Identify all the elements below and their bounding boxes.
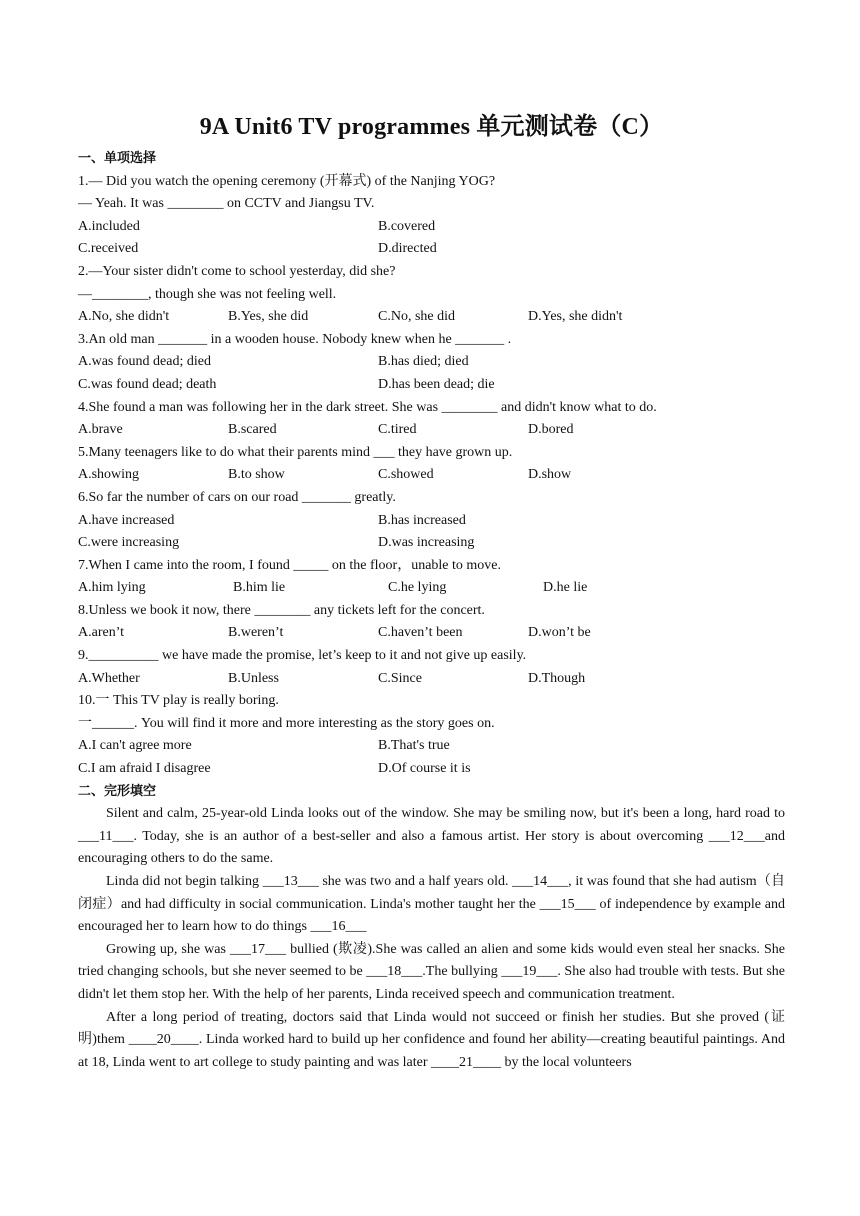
question-1-options-cd: [78, 238, 785, 261]
question-6-options-cd: [78, 532, 785, 555]
option-b: B.has died; died: [378, 354, 469, 370]
question-10-options-ab: [78, 735, 785, 758]
question-2-stem-reply: —________, though she was not feeling well.: [78, 286, 337, 302]
option-c: C.he lying: [388, 580, 447, 596]
option-c: C.was found dead; death: [78, 376, 217, 392]
question-2-stem: 2.—Your sister didn't come to school yesterday, did she?: [78, 263, 396, 279]
passage-paragraph-2: Linda did not begin talking ___13___ she was two and a half years old. ___14___, it was found that she had autism（自闭症）and had difficulty in social communication. Linda's mother taught her the ___15___ of independence by example and encouraged her to learn how to do things ___16___: [78, 874, 785, 935]
option-c: C.I am afraid I disagree: [78, 761, 211, 777]
document-page: [78, 112, 785, 1074]
question-4-options: [78, 419, 785, 442]
page-title: 9A Unit6 TV programmes 单元测试卷（C）: [199, 114, 664, 140]
option-a: A.I can't agree more: [78, 738, 192, 754]
question-8-stem: 8.Unless we book it now, there ________ any tickets left for the concert.: [78, 602, 485, 618]
option-a: A.showing: [78, 467, 140, 483]
question-1-stem-reply: — Yeah. It was ________ on CCTV and Jiangsu TV.: [78, 196, 375, 212]
question-10-options-cd: [78, 758, 785, 781]
passage-paragraph-4: After a long period of treating, doctors said that Linda would not succeed or finish her studies. But she proved (证明)them ____20____. Linda worked hard to build up her confidence and found her ability—creating beautiful paintings. And at 18, Linda went to art college to study painting and was later ____21____ by the local volunteers: [78, 1009, 785, 1070]
option-a: A.aren’t: [78, 625, 124, 641]
option-b: B.That's true: [378, 738, 450, 754]
question-6-stem: 6.So far the number of cars on our road _______ greatly.: [78, 489, 396, 505]
question-2-options: [78, 306, 785, 329]
option-c: C.showed: [378, 467, 434, 483]
option-c: C.were increasing: [78, 535, 180, 551]
question-9-options: [78, 668, 785, 691]
passage-paragraph-3: Growing up, she was ___17___ bullied (欺凌).She was called an alien and some kids would even steal her snacks. She tried changing schools, but she never seemed to be ___18___.The bullying ___19___. She also had trouble with tests. But she didn't let them stop her. With the help of her parents, Linda received speech and communication treatment.: [78, 941, 785, 1002]
question-3-stem: 3.An old man _______ in a wooden house. Nobody knew when he _______ .: [78, 331, 512, 347]
section-heading-single-choice: 一、单项选择: [78, 151, 157, 166]
option-a: A.No, she didn't: [78, 309, 170, 325]
option-b: B.has increased: [378, 512, 466, 528]
option-a: A.brave: [78, 422, 123, 438]
question-3-options-cd: [78, 374, 785, 397]
option-b: B.him lie: [233, 580, 286, 596]
question-1-stem: 1.— Did you watch the opening ceremony (开幕式) of the Nanjing YOG?: [78, 173, 496, 189]
option-b: B.covered: [378, 218, 436, 234]
question-6-options-ab: [78, 510, 785, 533]
question-5-stem: 5.Many teenagers like to do what their parents mind ___ they have grown up.: [78, 444, 513, 460]
option-d: D.was increasing: [378, 535, 475, 551]
question-1-options-ab: [78, 216, 785, 239]
option-c: C.haven’t been: [378, 625, 463, 641]
question-4-stem: 4.She found a man was following her in the dark street. She was ________ and didn't know what to do.: [78, 399, 657, 415]
option-d: D.Yes, she didn't: [528, 309, 623, 325]
question-8-options: [78, 622, 785, 645]
option-d: D.has been dead; die: [378, 376, 495, 392]
option-c: C.received: [78, 241, 139, 257]
option-d: D.show: [528, 467, 572, 483]
option-a: A.included: [78, 218, 140, 234]
option-b: B.Yes, she did: [228, 309, 309, 325]
option-d: D.bored: [528, 422, 574, 438]
question-7-options: [78, 577, 785, 600]
option-b: B.Unless: [228, 670, 279, 686]
question-7-stem: 7.When I came into the room, I found _____ on the floor，unable to move.: [78, 557, 502, 573]
option-d: D.Of course it is: [378, 761, 471, 777]
question-5-options: [78, 464, 785, 487]
option-d: D.won’t be: [528, 625, 591, 641]
question-3-options-ab: [78, 351, 785, 374]
option-d: D.he lie: [543, 580, 588, 596]
option-c: C.tired: [378, 422, 417, 438]
option-c: C.Since: [378, 670, 422, 686]
passage-paragraph-1: Silent and calm, 25-year-old Linda looks out of the window. She may be smiling now, but it's been a long, hard road to ___11___. Today, she is an author of a best-seller and also a famous artist. Her story is about overcoming ___12___and encouraging others to do the same.: [78, 806, 785, 867]
option-d: D.directed: [378, 241, 437, 257]
option-b: B.weren’t: [228, 625, 284, 641]
option-a: A.was found dead; died: [78, 354, 211, 370]
option-b: B.scared: [228, 422, 277, 438]
option-d: D.Though: [528, 670, 586, 686]
option-c: C.No, she did: [378, 309, 455, 325]
section-heading-cloze: 二、完形填空: [78, 783, 157, 799]
option-b: B.to show: [228, 467, 285, 483]
option-a: A.him lying: [78, 580, 146, 596]
option-a: A.have increased: [78, 512, 175, 528]
question-10-stem-reply: 一______. You will find it more and more interesting as the story goes on.: [78, 715, 495, 731]
option-a: A.Whether: [78, 670, 140, 686]
question-9-stem: 9.__________ we have made the promise, let’s keep to it and not give up easily.: [78, 648, 527, 664]
question-10-stem: 10.一 This TV play is really boring.: [78, 693, 279, 709]
